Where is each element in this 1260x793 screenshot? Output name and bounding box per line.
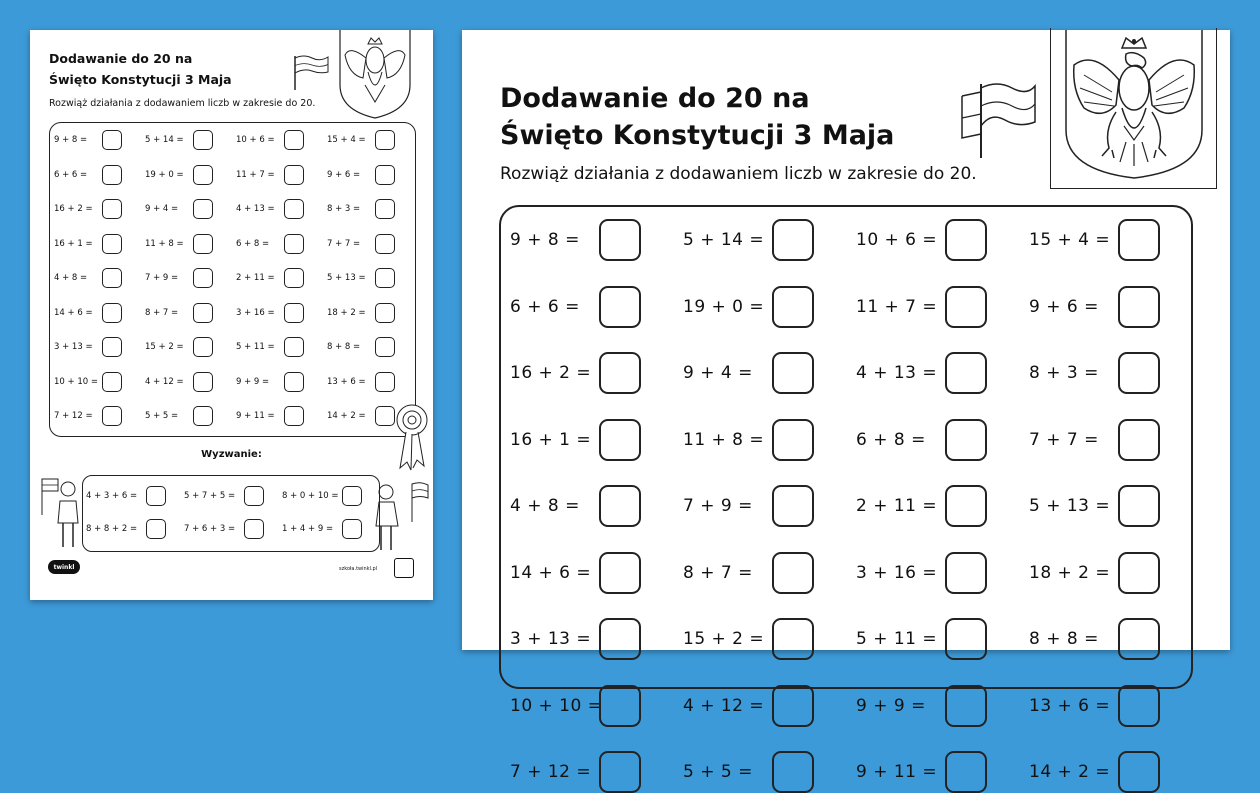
answer-box[interactable] bbox=[945, 419, 987, 461]
exercise-item bbox=[327, 336, 360, 358]
answer-box[interactable] bbox=[945, 618, 987, 660]
exercise-item bbox=[145, 233, 184, 255]
exercise-item bbox=[327, 405, 366, 427]
exercise-item bbox=[1029, 352, 1099, 394]
exercise-item bbox=[236, 198, 275, 220]
equation-text: 14 + 2 = bbox=[327, 411, 366, 421]
equation-text: 15 + 4 = bbox=[327, 135, 366, 145]
equation-text: 5 + 11 = bbox=[856, 629, 938, 649]
exercise-item bbox=[327, 129, 366, 151]
exercise-item bbox=[856, 419, 926, 461]
equation-text: 2 + 11 = bbox=[856, 496, 938, 516]
equation-text: 14 + 6 = bbox=[510, 562, 592, 583]
answer-box[interactable] bbox=[1118, 485, 1160, 527]
answer-box[interactable] bbox=[193, 165, 213, 185]
equation-text: 11 + 8 = bbox=[683, 429, 765, 450]
exercise-item bbox=[856, 485, 937, 527]
answer-box[interactable] bbox=[1118, 219, 1160, 261]
answer-box[interactable] bbox=[375, 130, 395, 150]
exercise-item bbox=[236, 129, 275, 151]
equation-text: 4 + 12 = bbox=[145, 376, 184, 387]
exercise-item bbox=[1029, 751, 1110, 793]
equation-text: 5 + 13 = bbox=[1029, 496, 1111, 516]
challenge-item bbox=[282, 485, 339, 507]
answer-box[interactable] bbox=[284, 199, 304, 219]
answer-box[interactable] bbox=[102, 199, 122, 219]
answer-box[interactable] bbox=[102, 372, 122, 392]
answer-box[interactable] bbox=[772, 485, 814, 527]
equation-text: 8 + 8 = bbox=[327, 342, 361, 352]
equation-text: 5 + 7 + 5 = bbox=[184, 491, 236, 501]
equation-text: 14 + 2 = bbox=[1029, 762, 1111, 782]
exercise-item bbox=[683, 751, 753, 793]
equation-text: 7 + 12 = bbox=[54, 411, 93, 421]
answer-box[interactable] bbox=[945, 485, 987, 527]
exercise-item bbox=[1029, 685, 1110, 727]
exercise-item bbox=[54, 371, 98, 393]
exercise-item bbox=[683, 485, 753, 527]
exercise-item bbox=[54, 164, 87, 186]
answer-box[interactable] bbox=[772, 219, 814, 261]
equation-text: 3 + 13 = bbox=[510, 629, 592, 649]
answer-box[interactable] bbox=[193, 199, 213, 219]
exercise-item bbox=[54, 302, 93, 324]
equation-text: 1 + 4 + 9 = bbox=[282, 524, 334, 534]
answer-box[interactable] bbox=[244, 519, 264, 539]
exercise-item bbox=[236, 371, 269, 393]
answer-box[interactable] bbox=[342, 486, 362, 506]
equation-text: 6 + 6 = bbox=[510, 296, 580, 317]
exercise-item bbox=[327, 267, 366, 289]
equation-text: 16 + 2 = bbox=[54, 204, 93, 214]
answer-box[interactable] bbox=[375, 268, 395, 288]
equation-text: 16 + 1 = bbox=[510, 429, 592, 450]
exercise-item bbox=[510, 485, 580, 527]
challenge-item bbox=[184, 518, 235, 540]
answer-box[interactable] bbox=[945, 219, 987, 261]
exercise-item bbox=[236, 405, 275, 427]
equation-text: 15 + 2 = bbox=[145, 342, 184, 352]
footer-badge-icon bbox=[394, 558, 414, 578]
equation-text: 19 + 0 = bbox=[683, 296, 765, 317]
exercise-item bbox=[54, 267, 87, 289]
equation-text: 9 + 9 = bbox=[236, 376, 270, 387]
exercise-item bbox=[145, 129, 184, 151]
exercise-item bbox=[327, 233, 360, 255]
polish-eagle-coat-of-arms-icon bbox=[335, 30, 415, 120]
answer-box[interactable] bbox=[772, 286, 814, 328]
exercise-item bbox=[1029, 618, 1099, 660]
equation-text: 11 + 7 = bbox=[856, 296, 938, 317]
equation-text: 8 + 3 = bbox=[1029, 363, 1099, 383]
answer-box[interactable] bbox=[772, 751, 814, 793]
equation-text: 6 + 8 = bbox=[856, 429, 926, 450]
equation-text: 8 + 7 = bbox=[683, 562, 753, 583]
exercise-item bbox=[1029, 552, 1110, 594]
equation-text: 7 + 7 = bbox=[327, 238, 361, 249]
footer-url: szkoła.twinkl.pl bbox=[339, 566, 378, 572]
challenge-item bbox=[184, 485, 235, 507]
answer-box[interactable] bbox=[599, 219, 641, 261]
exercise-item bbox=[683, 419, 764, 461]
equation-text: 3 + 16 = bbox=[236, 307, 275, 318]
exercise-item bbox=[510, 751, 591, 793]
answer-box[interactable] bbox=[599, 552, 641, 594]
answer-box[interactable] bbox=[599, 751, 641, 793]
title-line-1: Dodawanie do 20 na bbox=[500, 83, 810, 114]
exercise-item bbox=[54, 198, 93, 220]
answer-box[interactable] bbox=[193, 234, 213, 254]
answer-box[interactable] bbox=[375, 406, 395, 426]
equation-text: 16 + 1 = bbox=[54, 238, 93, 249]
answer-box[interactable] bbox=[342, 519, 362, 539]
equation-text: 15 + 4 = bbox=[1029, 230, 1111, 250]
exercise-item bbox=[145, 371, 184, 393]
equation-text: 7 + 12 = bbox=[510, 762, 592, 782]
exercise-item bbox=[683, 352, 753, 394]
answer-box[interactable] bbox=[1118, 618, 1160, 660]
equation-text: 11 + 8 = bbox=[145, 238, 184, 249]
equation-text: 8 + 8 = bbox=[1029, 629, 1099, 649]
exercise-item bbox=[683, 286, 764, 328]
equation-text: 4 + 8 = bbox=[54, 273, 88, 283]
answer-box[interactable] bbox=[102, 165, 122, 185]
exercise-item bbox=[1029, 485, 1110, 527]
answer-box[interactable] bbox=[146, 486, 166, 506]
answer-box[interactable] bbox=[193, 303, 213, 323]
challenge-item bbox=[86, 485, 137, 507]
exercise-item bbox=[236, 233, 269, 255]
equation-text: 11 + 7 = bbox=[236, 169, 275, 180]
answer-box[interactable] bbox=[193, 130, 213, 150]
equation-text: 5 + 5 = bbox=[683, 762, 753, 782]
answer-box[interactable] bbox=[375, 165, 395, 185]
answer-box[interactable] bbox=[772, 618, 814, 660]
exercise-item bbox=[145, 405, 178, 427]
worksheet-thumbnail bbox=[30, 30, 433, 600]
answer-box[interactable] bbox=[284, 268, 304, 288]
equation-text: 7 + 6 + 3 = bbox=[184, 524, 236, 534]
equation-text: 5 + 11 = bbox=[236, 342, 275, 352]
equation-text: 9 + 4 = bbox=[145, 204, 179, 214]
exercise-item bbox=[145, 336, 184, 358]
answer-box[interactable] bbox=[375, 372, 395, 392]
polish-flag-icon bbox=[292, 52, 332, 92]
equation-text: 8 + 7 = bbox=[145, 307, 179, 318]
exercise-item bbox=[510, 286, 580, 328]
child-with-flag-icon bbox=[38, 475, 84, 555]
equation-text: 9 + 9 = bbox=[856, 695, 926, 716]
equation-text: 6 + 6 = bbox=[54, 169, 88, 180]
answer-box[interactable] bbox=[146, 519, 166, 539]
answer-box[interactable] bbox=[375, 199, 395, 219]
page-title bbox=[49, 48, 232, 90]
equation-text: 14 + 6 = bbox=[54, 307, 93, 318]
answer-box[interactable] bbox=[102, 234, 122, 254]
answer-box[interactable] bbox=[599, 419, 641, 461]
answer-box[interactable] bbox=[193, 406, 213, 426]
answer-box[interactable] bbox=[772, 552, 814, 594]
answer-box[interactable] bbox=[945, 751, 987, 793]
equation-text: 19 + 0 = bbox=[145, 169, 184, 180]
equation-text: 8 + 0 + 10 = bbox=[282, 491, 339, 501]
exercise-item bbox=[856, 219, 937, 261]
title-line-2: Święto Konstytucji 3 Maja bbox=[49, 72, 232, 87]
exercise-item bbox=[54, 129, 87, 151]
answer-box[interactable] bbox=[772, 352, 814, 394]
answer-box[interactable] bbox=[772, 419, 814, 461]
answer-box[interactable] bbox=[193, 268, 213, 288]
equation-text: 9 + 8 = bbox=[54, 135, 88, 145]
equation-text: 7 + 7 = bbox=[1029, 429, 1099, 450]
equation-text: 5 + 14 = bbox=[145, 135, 184, 145]
exercise-item bbox=[683, 552, 753, 594]
answer-box[interactable] bbox=[244, 486, 264, 506]
answer-box[interactable] bbox=[284, 337, 304, 357]
equation-text: 13 + 6 = bbox=[1029, 695, 1111, 716]
exercise-item bbox=[856, 552, 937, 594]
equation-text: 10 + 10 = bbox=[54, 376, 98, 387]
exercise-item bbox=[683, 685, 764, 727]
answer-box[interactable] bbox=[945, 286, 987, 328]
exercise-item bbox=[236, 267, 275, 289]
answer-box[interactable] bbox=[1118, 552, 1160, 594]
exercise-item bbox=[54, 336, 93, 358]
challenge-item bbox=[86, 518, 137, 540]
exercise-item bbox=[510, 219, 580, 261]
equation-text: 10 + 10 = bbox=[510, 695, 603, 716]
exercise-item bbox=[856, 286, 937, 328]
answer-box[interactable] bbox=[284, 303, 304, 323]
exercise-item bbox=[145, 164, 184, 186]
answer-box[interactable] bbox=[945, 685, 987, 727]
answer-box[interactable] bbox=[599, 618, 641, 660]
exercise-item bbox=[327, 198, 360, 220]
exercise-item bbox=[327, 302, 366, 324]
equation-text: 9 + 6 = bbox=[1029, 296, 1099, 317]
equation-text: 8 + 8 + 2 = bbox=[86, 524, 138, 534]
exercise-item bbox=[54, 405, 93, 427]
equation-text: 9 + 11 = bbox=[856, 762, 938, 782]
instructions: Rozwiąż działania z dodawaniem liczb w zakresie do 20. bbox=[49, 98, 316, 109]
equation-text: 15 + 2 = bbox=[683, 629, 765, 649]
equation-text: 2 + 11 = bbox=[236, 273, 275, 283]
exercise-item bbox=[510, 685, 602, 727]
equation-text: 4 + 13 = bbox=[236, 204, 275, 214]
exercise-item bbox=[856, 685, 926, 727]
answer-box[interactable] bbox=[102, 406, 122, 426]
page-title bbox=[500, 80, 894, 154]
exercise-item bbox=[145, 198, 178, 220]
child-with-flag-icon bbox=[372, 478, 430, 558]
answer-box[interactable] bbox=[772, 685, 814, 727]
exercise-item bbox=[145, 302, 178, 324]
exercise-item bbox=[145, 267, 178, 289]
answer-box[interactable] bbox=[1118, 751, 1160, 793]
exercise-item bbox=[510, 419, 591, 461]
equation-text: 9 + 4 = bbox=[683, 363, 753, 383]
equation-text: 9 + 6 = bbox=[327, 169, 361, 180]
polish-flag-icon bbox=[957, 78, 1037, 168]
answer-box[interactable] bbox=[599, 485, 641, 527]
answer-box[interactable] bbox=[284, 234, 304, 254]
twinkl-logo: twinkl bbox=[48, 560, 80, 574]
answer-box[interactable] bbox=[284, 130, 304, 150]
answer-box[interactable] bbox=[945, 552, 987, 594]
challenge-item bbox=[282, 518, 333, 540]
answer-box[interactable] bbox=[284, 165, 304, 185]
equation-text: 18 + 2 = bbox=[327, 307, 366, 318]
answer-box[interactable] bbox=[193, 372, 213, 392]
equation-text: 4 + 8 = bbox=[510, 496, 580, 516]
answer-box[interactable] bbox=[599, 352, 641, 394]
answer-box[interactable] bbox=[599, 685, 641, 727]
answer-box[interactable] bbox=[1118, 286, 1160, 328]
worksheet-zoomed bbox=[462, 30, 1230, 782]
answer-box[interactable] bbox=[375, 303, 395, 323]
challenge-title: Wyzwanie: bbox=[201, 449, 262, 460]
title-line-1: Dodawanie do 20 na bbox=[49, 51, 193, 66]
answer-box[interactable] bbox=[375, 234, 395, 254]
equation-text: 16 + 2 = bbox=[510, 363, 592, 383]
exercise-item bbox=[683, 219, 764, 261]
equation-text: 18 + 2 = bbox=[1029, 562, 1111, 583]
answer-box[interactable] bbox=[102, 130, 122, 150]
exercise-item bbox=[510, 352, 591, 394]
answer-box[interactable] bbox=[193, 337, 213, 357]
exercise-item bbox=[1029, 419, 1099, 461]
equation-text: 10 + 6 = bbox=[236, 135, 275, 145]
exercise-item bbox=[510, 618, 591, 660]
equation-text: 3 + 13 = bbox=[54, 342, 93, 352]
answer-box[interactable] bbox=[1118, 419, 1160, 461]
answer-box[interactable] bbox=[1118, 352, 1160, 394]
exercise-item bbox=[683, 618, 764, 660]
exercise-item bbox=[1029, 219, 1110, 261]
answer-box[interactable] bbox=[375, 337, 395, 357]
answer-box[interactable] bbox=[284, 372, 304, 392]
equation-text: 13 + 6 = bbox=[327, 376, 366, 387]
answer-box[interactable] bbox=[102, 268, 122, 288]
rosette-icon bbox=[392, 402, 432, 472]
instructions: Rozwiąż działania z dodawaniem liczb w zakresie do 20. bbox=[500, 164, 977, 184]
exercise-item bbox=[856, 352, 937, 394]
equation-text: 9 + 8 = bbox=[510, 230, 580, 250]
exercise-item bbox=[327, 371, 366, 393]
equation-text: 4 + 3 + 6 = bbox=[86, 491, 138, 501]
title-line-2: Święto Konstytucji 3 Maja bbox=[500, 120, 895, 151]
equation-text: 9 + 11 = bbox=[236, 411, 275, 421]
exercise-item bbox=[510, 552, 591, 594]
equation-text: 10 + 6 = bbox=[856, 230, 938, 250]
equation-text: 5 + 14 = bbox=[683, 230, 765, 250]
equation-text: 7 + 9 = bbox=[683, 496, 753, 516]
polish-eagle-coat-of-arms-icon bbox=[1054, 30, 1214, 180]
answer-box[interactable] bbox=[945, 352, 987, 394]
answer-box[interactable] bbox=[1118, 685, 1160, 727]
equation-text: 5 + 13 = bbox=[327, 273, 366, 283]
answer-box[interactable] bbox=[284, 406, 304, 426]
equation-text: 7 + 9 = bbox=[145, 273, 179, 283]
equation-text: 4 + 13 = bbox=[856, 363, 938, 383]
exercise-item bbox=[236, 164, 275, 186]
exercise-item bbox=[327, 164, 360, 186]
answer-box[interactable] bbox=[102, 303, 122, 323]
exercise-item bbox=[54, 233, 93, 255]
equation-text: 5 + 5 = bbox=[145, 411, 179, 421]
exercise-item bbox=[236, 302, 275, 324]
exercise-item bbox=[1029, 286, 1099, 328]
exercise-item bbox=[236, 336, 275, 358]
answer-box[interactable] bbox=[599, 286, 641, 328]
equation-text: 6 + 8 = bbox=[236, 238, 270, 249]
equation-text: 3 + 16 = bbox=[856, 562, 938, 583]
exercise-item bbox=[856, 751, 937, 793]
equation-text: 4 + 12 = bbox=[683, 695, 765, 716]
exercise-item bbox=[856, 618, 937, 660]
answer-box[interactable] bbox=[102, 337, 122, 357]
equation-text: 8 + 3 = bbox=[327, 204, 361, 214]
